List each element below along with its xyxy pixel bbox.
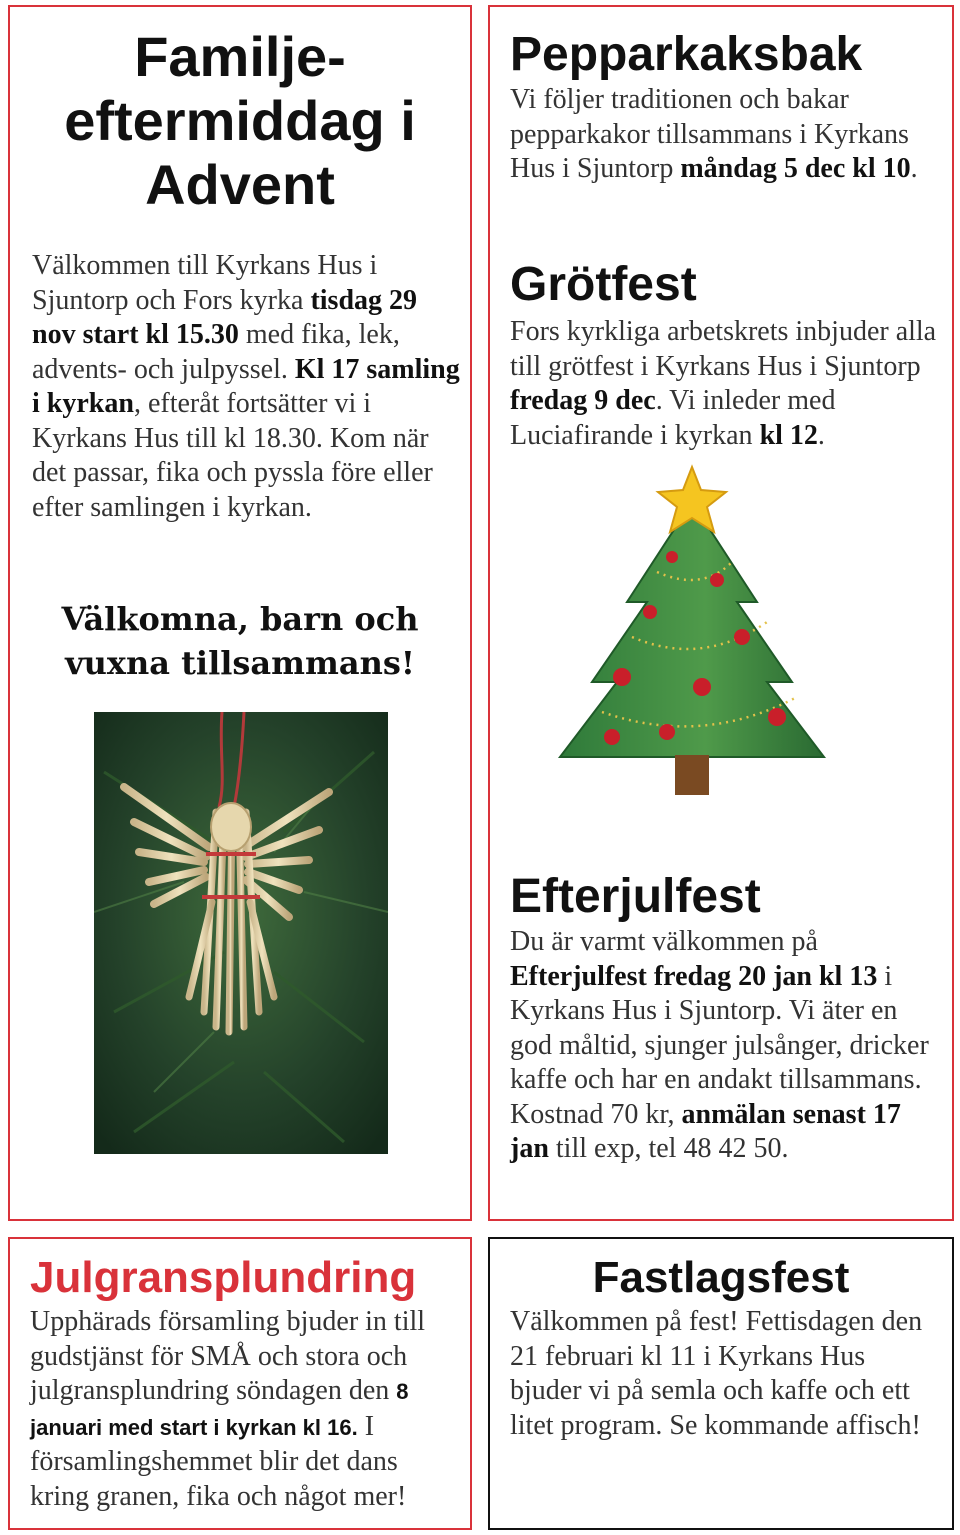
grotfest-title: Grötfest [510, 258, 697, 311]
familje-body-text: Välkommen till Kyrkans Hus i Sjuntorp och Fors kyrka [32, 250, 378, 316]
familje-samling: Kl 17 samling i kyrkan [32, 353, 460, 419]
pep-date: måndag 5 dec kl 10 [680, 153, 911, 184]
familje-date: tisdag 29 nov start kl 15.30 [32, 284, 418, 350]
grot-date: fredag 9 dec [510, 385, 656, 416]
fastlagsfest-box [488, 1237, 954, 1530]
pepparkaksbak-body [510, 83, 940, 187]
pepparkaksbak-title: Pepparkaksbak [510, 28, 863, 81]
familje-welcome [10, 597, 470, 685]
julgransplundring-body [30, 1305, 460, 1514]
jul-date: 8 januari med start i kyrkan kl 16. [30, 1379, 409, 1440]
efter-body-text-2: i Kyrkans Hus i Sjuntorp. Vi äter en god måltid, sjunger julsånger, dricker kaffe och har en andakt tillsammans. Kostnad 70 kr, [510, 960, 929, 1130]
christmas-tree-icon [552, 462, 832, 812]
efterjulfest-body [510, 925, 940, 1167]
straw-angel-photo [94, 712, 388, 1154]
jul-body-end: I församlingshemmet blir det dans kring granen, fika och något mer! [30, 1410, 407, 1512]
pep-body-end: . [910, 153, 918, 184]
grot-body-text: Fors kyrkliga arbetskrets inbjuder alla till grötfest i Kyrkans Hus i Sjuntorp [510, 316, 937, 382]
julgransplundring-title: Julgransplundring [30, 1253, 417, 1302]
welcome-line2: vuxna tillsammans! [65, 644, 415, 682]
julgransplundring-box [8, 1237, 472, 1530]
efter-date: Efterjulfest fredag 20 jan kl 13 [510, 960, 878, 992]
familje-body [32, 249, 462, 525]
familje-eftermiddag-box [8, 5, 472, 1221]
familje-title [10, 25, 470, 217]
fastlagsfest-title: Fastlagsfest [592, 1253, 850, 1302]
efter-body-end: till exp, tel 48 42 50. [548, 1133, 789, 1164]
familje-title-line2: eftermiddag i [64, 89, 416, 152]
efterjulfest-title: Efterjulfest [510, 870, 761, 923]
grot-body-text-2: . Vi inleder med Luciafirande i kyrkan [510, 385, 836, 451]
grotfest-body [510, 315, 940, 453]
familje-body-text-2: med fika, lek, advents- och julpyssel. [32, 319, 400, 385]
welcome-line1: Välkomna, barn och [61, 600, 419, 638]
grot-body-end: . [817, 419, 825, 451]
familje-title-line1: Familje- [134, 25, 346, 88]
right-events-box [488, 5, 954, 1221]
efter-deadline: anmälan senast 17 jan [510, 1098, 901, 1164]
familje-title-line3: Advent [145, 153, 335, 216]
jul-body-text: Upphärads församling bjuder in till gudstjänst för SMÅ och stora och julgransplundring söndagen den [30, 1306, 426, 1406]
familje-body-text-3: , efteråt fortsätter vi i Kyrkans Hus till kl 18.30. Kom när det passar, fika och pyssla före eller efter samlingen i kyrkan. [32, 388, 433, 523]
grot-time: kl 12 [759, 419, 818, 451]
pep-body-text: Vi följer traditionen och bakar pepparkakor tillsammans i Kyrkans Hus i Sjuntorp [510, 84, 909, 184]
efter-body-text: Du är varmt välkommen på [510, 926, 818, 957]
fastlagsfest-body: Välkommen på fest! Fettisdagen den 21 februari kl 11 i Kyrkans Hus bjuder vi på semla och kaffe och ett litet program. Se kommande affisch! [510, 1306, 923, 1441]
